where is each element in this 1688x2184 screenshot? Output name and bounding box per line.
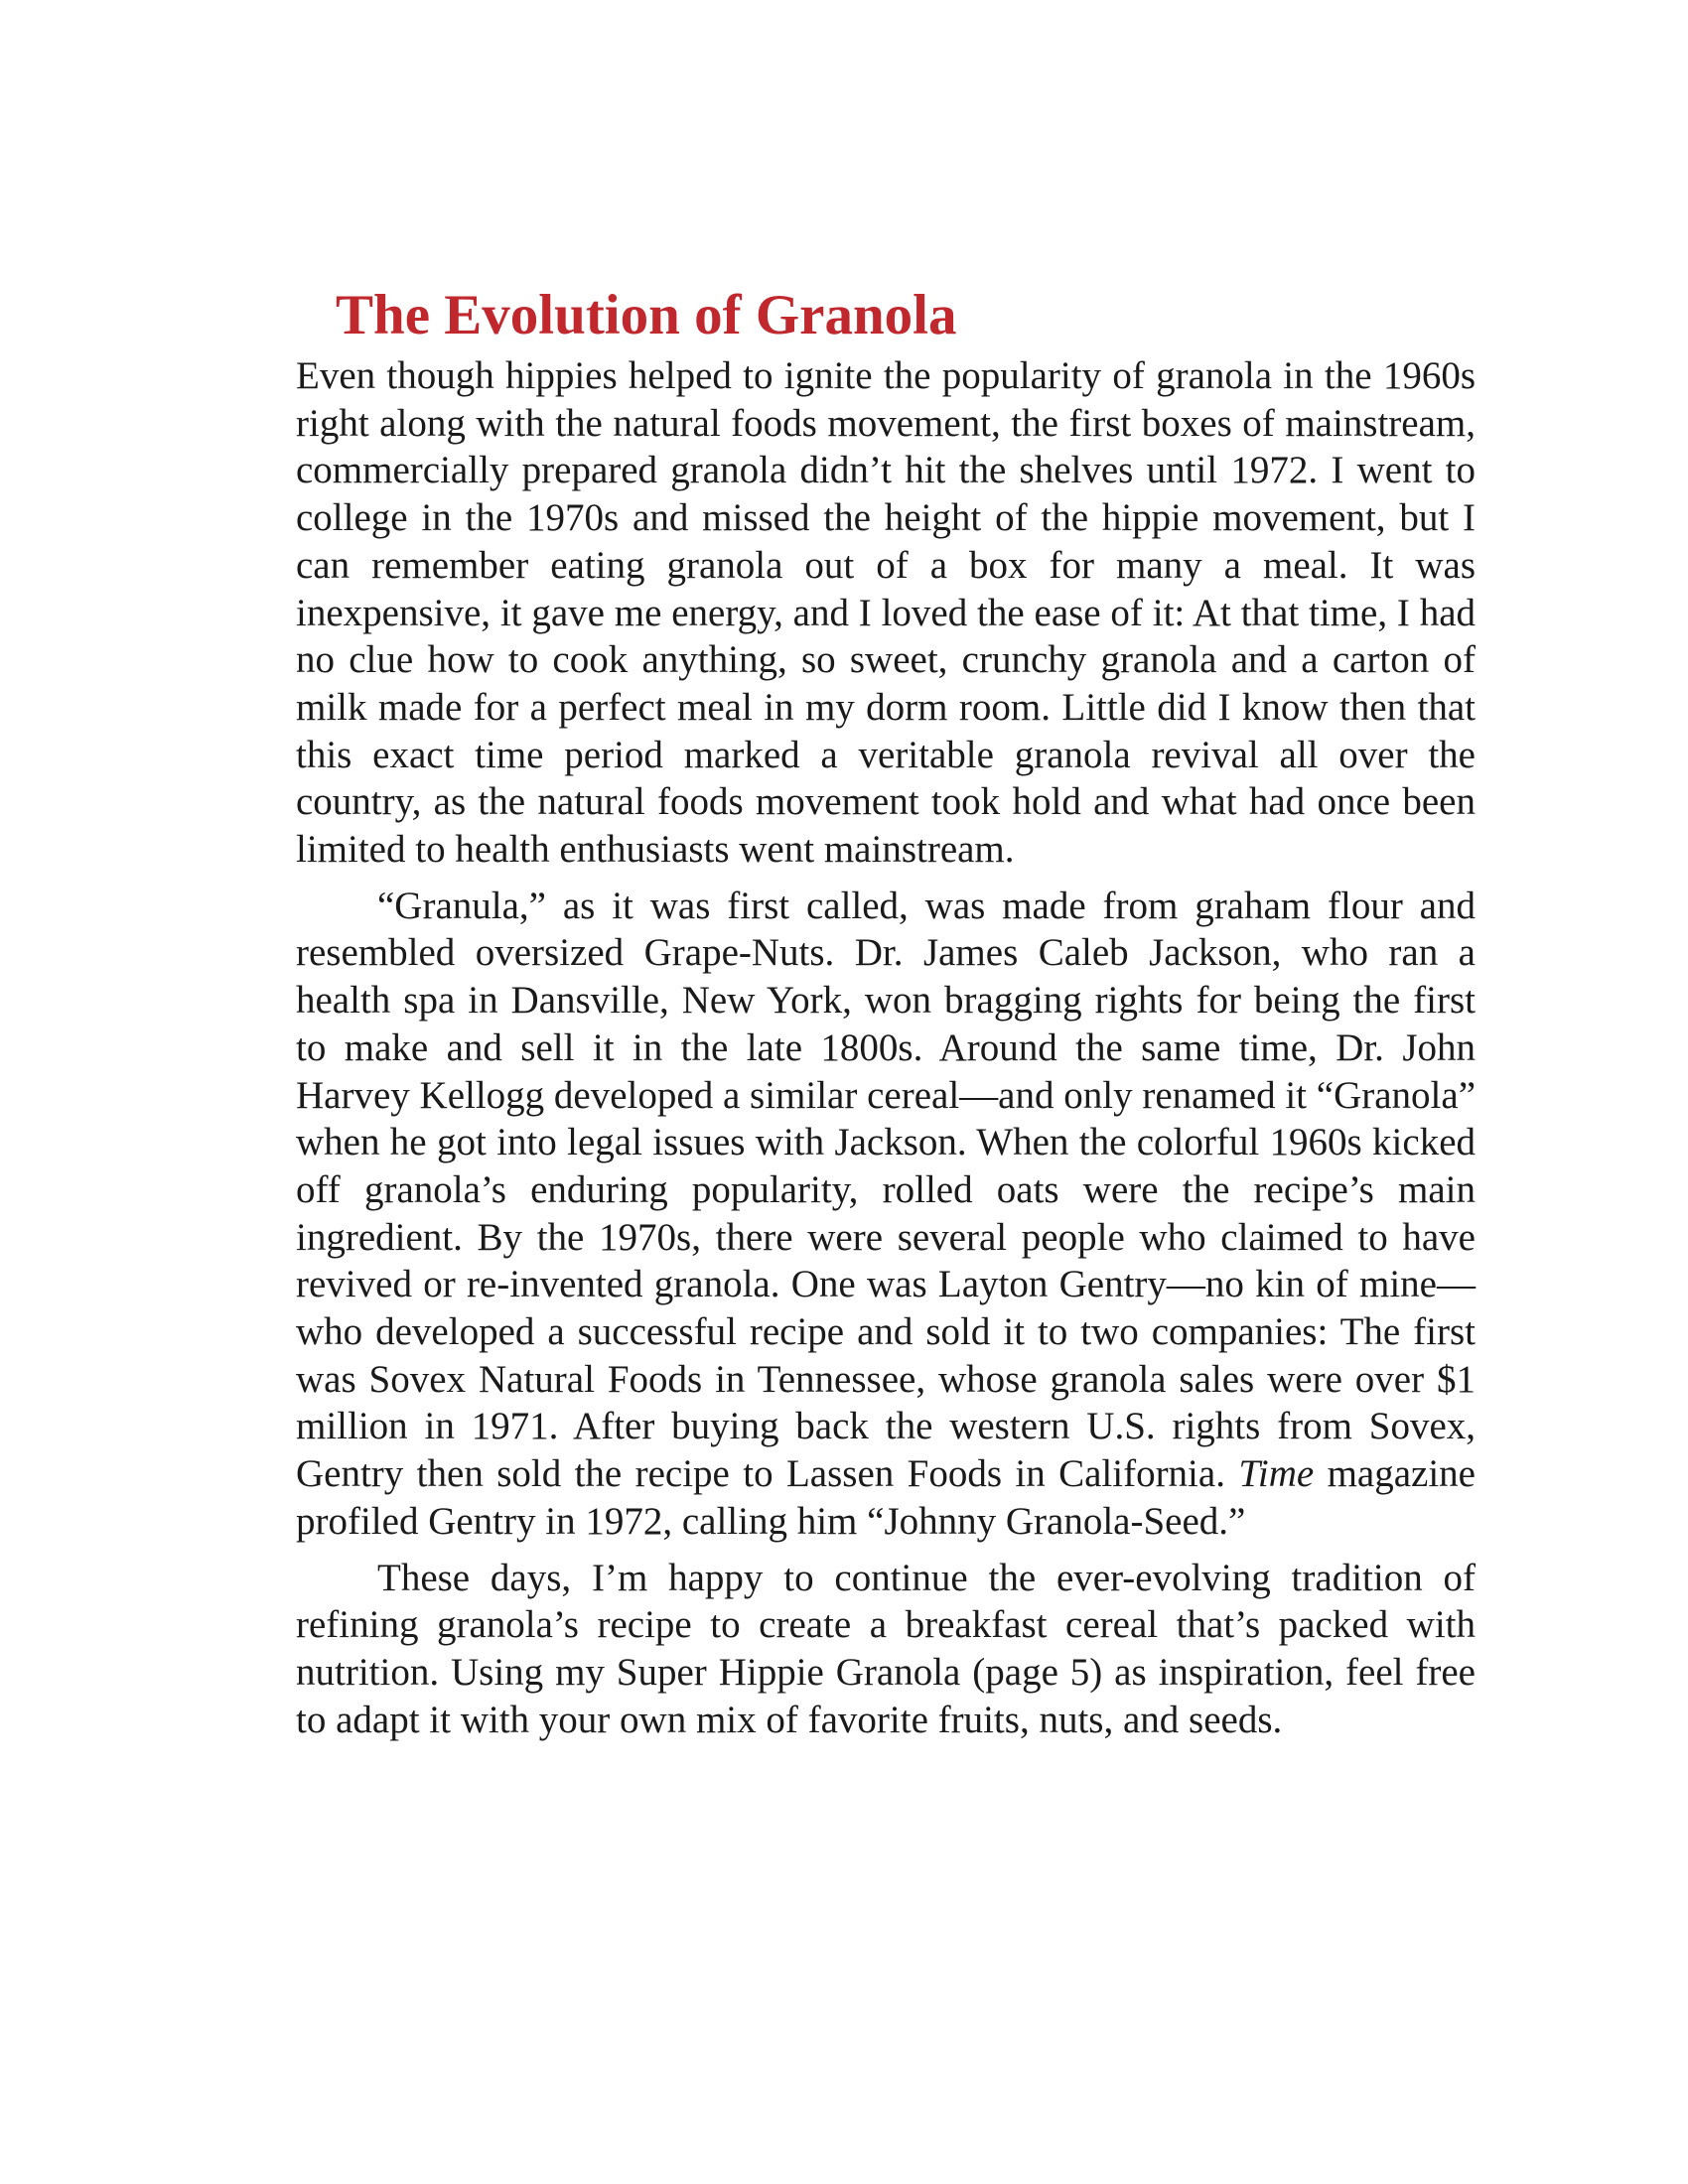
paragraph-3: [296, 1555, 1476, 1744]
paragraph-3-text: These days, I’m happy to continue the ever-evolving tradition of refining granola’s recipe to create a breakfast cereal that’s packed with nutrition. Using my Super Hippie Granola (page 5) as inspiration, feel free to adapt it with your own mix of favorite fruits, nuts, and seeds.: [296, 1556, 1476, 1741]
document-page: [296, 283, 1476, 1743]
page-title: The Evolution of Granola: [336, 284, 957, 346]
paragraph-1-text: Even though hippies helped to ignite the popularity of granola in the 1960s right along with the natural foods movement, the first boxes of mainstream, commercially prepared granola didn’t hit the shelves until 1972. I went to college in the 1970s and missed the height of the hippie movement, but I can remember eating granola out of a box for many a meal. It was inexpensive, it gave me energy, and I loved the ease of it: At that time, I had no clue how to cook anything, so sweet, crunchy granola and a carton of milk made for a perfect meal in my dorm room. Little did I know then that this exact time period marked a veritable granola revival all over the country, as the natural foods movement took hold and what had once been limited to health enthusiasts went mainstream.: [296, 354, 1476, 872]
paragraph-1: [296, 352, 1476, 874]
paragraph-2: [296, 883, 1476, 1546]
paragraph-2-text-end: magazine profiled Gentry in 1972, calling him “Johnny Granola-Seed.”: [296, 1452, 1476, 1543]
magazine-title-italic: Time: [1238, 1452, 1315, 1496]
paragraph-2-text-start: “Granula,” as it was first called, was made from graham flour and resembled oversized Grape-Nuts. Dr. James Caleb Jackson, who ran a health spa in Dansville, New York, won bragging rights for being the first to make and sell it in the late 1800s. Around the same time, Dr. John Harvey Kellogg developed a similar cereal—and only renamed it “Granola” when he got into legal issues with Jackson. When the colorful 1960s kicked off granola’s enduring popularity, rolled oats were the recipe’s main ingredient. By the 1970s, there were several people who claimed to have revived or re-invented granola. One was Layton Gentry—no kin of mine—who developed a successful recipe and sold it to two companies: The first was Sovex Natural Foods in Tennessee, whose granola sales were over $1 million in 1971. After buying back the western U.S. rights from Sovex, Gentry then sold the recipe to Lassen Foods in California.: [296, 884, 1476, 1496]
